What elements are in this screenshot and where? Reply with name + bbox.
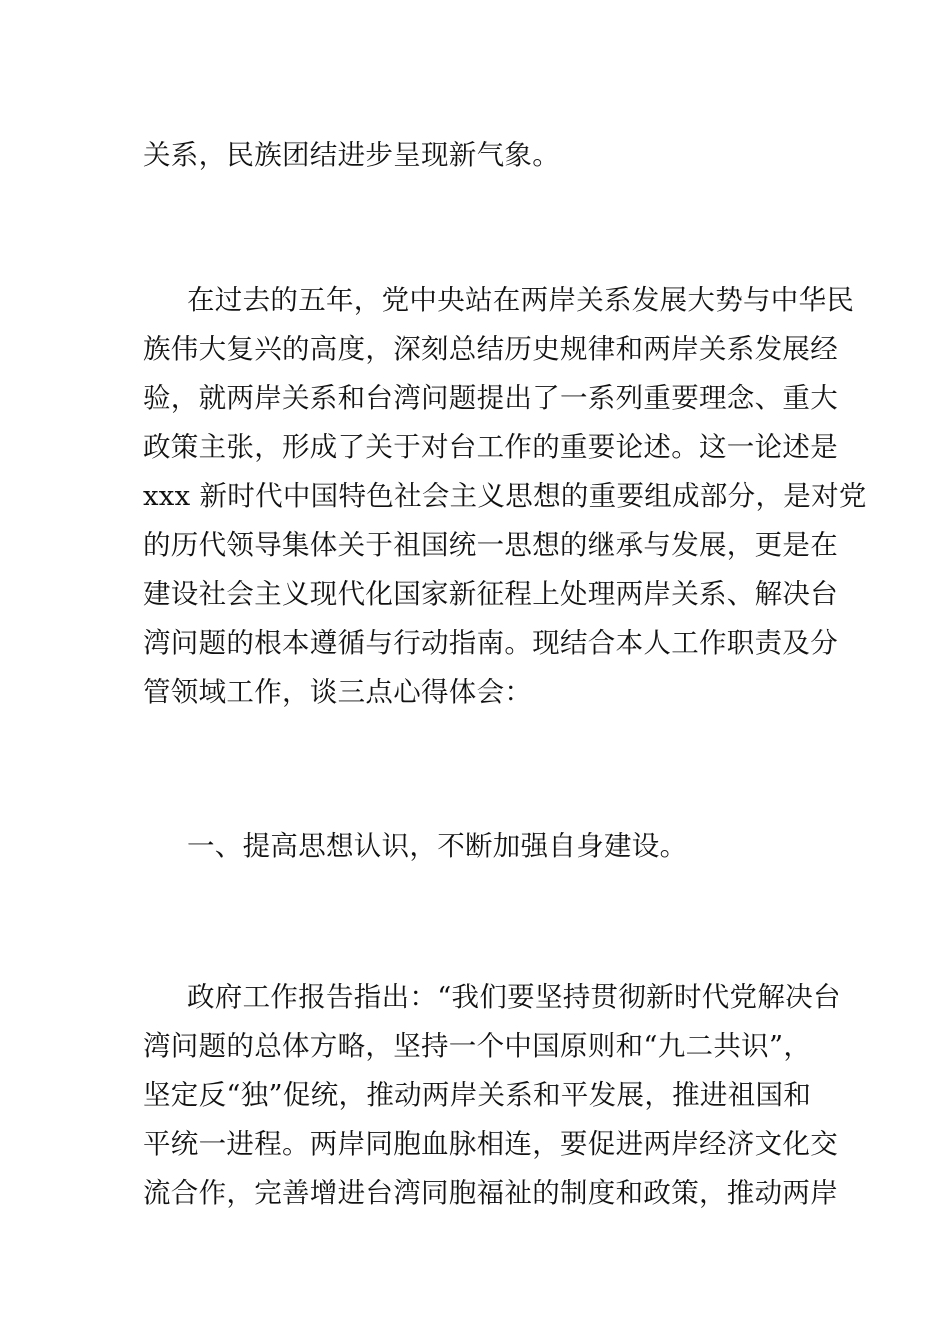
text-line: 湾问题的总体方略，坚持一个中国原则和“九二共识”， bbox=[143, 1030, 812, 1062]
section-heading bbox=[143, 822, 808, 871]
heading-text: 一、提高思想认识，不断加强自身建设。 bbox=[187, 830, 688, 862]
text-line: 湾问题的根本遵循与行动指南。现结合本人工作职责及分 bbox=[143, 627, 838, 659]
text-line: 验，就两岸关系和台湾问题提出了一系列重要理念、重大 bbox=[143, 382, 838, 414]
text-line: 关系，民族团结进步呈现新气象。 bbox=[143, 139, 560, 171]
text-line: 平统一进程。两岸同胞血脉相连，要促进两岸经济文化交 bbox=[143, 1128, 838, 1160]
paragraph-report bbox=[143, 973, 841, 1218]
text-line: xxx 新时代中国特色社会主义思想的重要组成部分，是对党 bbox=[143, 480, 867, 512]
text-line: 流合作，完善增进台湾同胞福祉的制度和政策，推动两岸 bbox=[143, 1177, 838, 1209]
paragraph-intro bbox=[143, 276, 867, 717]
paragraph-continuation bbox=[143, 131, 808, 180]
text-line: 的历代领导集体关于祖国统一思想的继承与发展，更是在 bbox=[143, 529, 838, 561]
text-line: 坚定反“独”促统，推动两岸关系和平发展，推进祖国和 bbox=[143, 1079, 812, 1111]
text-line: 建设社会主义现代化国家新征程上处理两岸关系、解决台 bbox=[143, 578, 838, 610]
text-line: 族伟大复兴的高度，深刻总结历史规律和两岸关系发展经 bbox=[143, 333, 838, 365]
text-line: 在过去的五年，党中央站在两岸关系发展大势与中华民 bbox=[187, 284, 855, 316]
text-line: 政策主张，形成了关于对台工作的重要论述。这一论述是 bbox=[143, 431, 838, 463]
text-line: 政府工作报告指出：“我们要坚持贯彻新时代党解决台 bbox=[187, 981, 841, 1013]
text-line: 管领域工作，谈三点心得体会： bbox=[143, 676, 533, 708]
